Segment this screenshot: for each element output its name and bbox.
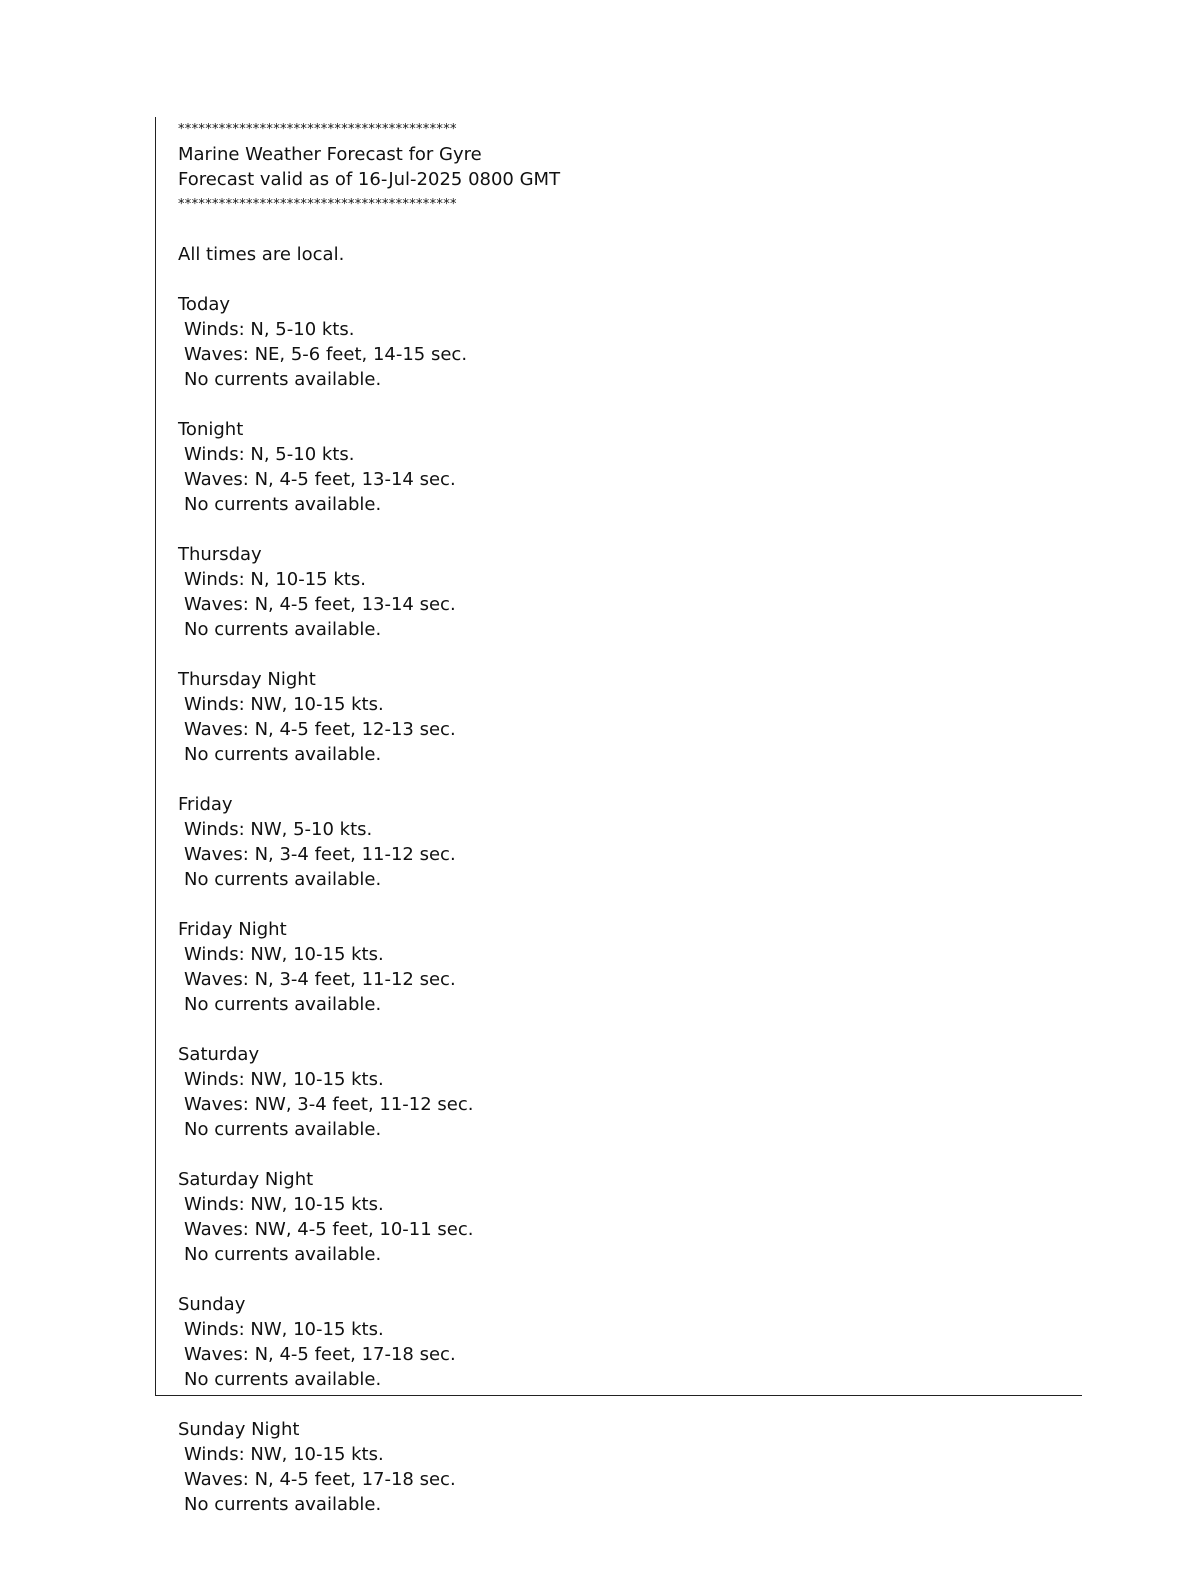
forecast-document <box>178 117 1058 1517</box>
period-currents: No currents available. <box>184 1119 382 1140</box>
period-currents: No currents available. <box>184 1244 382 1265</box>
spacer <box>178 392 1058 417</box>
period-winds: Winds: NW, 10-15 kts. <box>184 1444 384 1465</box>
period-waves: Waves: N, 4-5 feet, 17-18 sec. <box>184 1344 456 1365</box>
period-winds: Winds: NW, 10-15 kts. <box>184 694 384 715</box>
header-stars-top: ***************************************** <box>178 122 457 137</box>
period-name: Friday Night <box>178 919 287 940</box>
forecast-period <box>178 1167 1058 1292</box>
period-name: Friday <box>178 794 233 815</box>
period-currents: No currents available. <box>184 1494 382 1515</box>
period-name: Today <box>178 294 231 315</box>
period-name: Thursday Night <box>178 669 316 690</box>
period-name: Tonight <box>178 419 244 440</box>
period-name: Thursday <box>178 544 262 565</box>
page-frame-left-rule <box>155 117 156 1396</box>
forecast-period <box>178 417 1058 542</box>
period-currents: No currents available. <box>184 994 382 1015</box>
period-waves: Waves: N, 3-4 feet, 11-12 sec. <box>184 844 456 865</box>
spacer <box>178 892 1058 917</box>
period-waves: Waves: N, 4-5 feet, 13-14 sec. <box>184 469 456 490</box>
spacer <box>178 1392 1058 1417</box>
forecast-period <box>178 1042 1058 1167</box>
spacer <box>178 1142 1058 1167</box>
period-name: Sunday <box>178 1294 246 1315</box>
spacer <box>178 217 1058 242</box>
spacer <box>178 642 1058 667</box>
spacer <box>178 267 1058 292</box>
period-winds: Winds: N, 10-15 kts. <box>184 569 366 590</box>
period-winds: Winds: NW, 10-15 kts. <box>184 1194 384 1215</box>
period-waves: Waves: N, 3-4 feet, 11-12 sec. <box>184 969 456 990</box>
forecast-periods <box>178 292 1058 1517</box>
forecast-valid-time: Forecast valid as of 16-Jul-2025 0800 GMT <box>178 169 561 190</box>
forecast-period <box>178 792 1058 917</box>
forecast-period <box>178 292 1058 417</box>
period-currents: No currents available. <box>184 744 382 765</box>
period-currents: No currents available. <box>184 369 382 390</box>
period-waves: Waves: NW, 3-4 feet, 11-12 sec. <box>184 1094 474 1115</box>
period-winds: Winds: NW, 5-10 kts. <box>184 819 373 840</box>
period-currents: No currents available. <box>184 619 382 640</box>
period-name: Sunday Night <box>178 1419 300 1440</box>
period-name: Saturday Night <box>178 1169 314 1190</box>
period-winds: Winds: N, 5-10 kts. <box>184 444 355 465</box>
period-waves: Waves: N, 4-5 feet, 13-14 sec. <box>184 594 456 615</box>
period-winds: Winds: NW, 10-15 kts. <box>184 944 384 965</box>
period-waves: Waves: N, 4-5 feet, 17-18 sec. <box>184 1469 456 1490</box>
time-note: All times are local. <box>178 244 345 265</box>
forecast-period <box>178 917 1058 1042</box>
forecast-period <box>178 667 1058 792</box>
period-waves: Waves: NE, 5-6 feet, 14-15 sec. <box>184 344 468 365</box>
spacer <box>178 767 1058 792</box>
forecast-period <box>178 1417 1058 1517</box>
forecast-period <box>178 542 1058 667</box>
period-currents: No currents available. <box>184 494 382 515</box>
period-winds: Winds: NW, 10-15 kts. <box>184 1069 384 1090</box>
period-currents: No currents available. <box>184 869 382 890</box>
period-winds: Winds: NW, 10-15 kts. <box>184 1319 384 1340</box>
period-currents: No currents available. <box>184 1369 382 1390</box>
header-stars-bottom: ***************************************** <box>178 197 457 212</box>
spacer <box>178 1267 1058 1292</box>
period-waves: Waves: NW, 4-5 feet, 10-11 sec. <box>184 1219 474 1240</box>
period-waves: Waves: N, 4-5 feet, 12-13 sec. <box>184 719 456 740</box>
period-name: Saturday <box>178 1044 260 1065</box>
period-winds: Winds: N, 5-10 kts. <box>184 319 355 340</box>
forecast-period <box>178 1292 1058 1417</box>
forecast-title: Marine Weather Forecast for Gyre <box>178 144 482 165</box>
spacer <box>178 1017 1058 1042</box>
spacer <box>178 517 1058 542</box>
